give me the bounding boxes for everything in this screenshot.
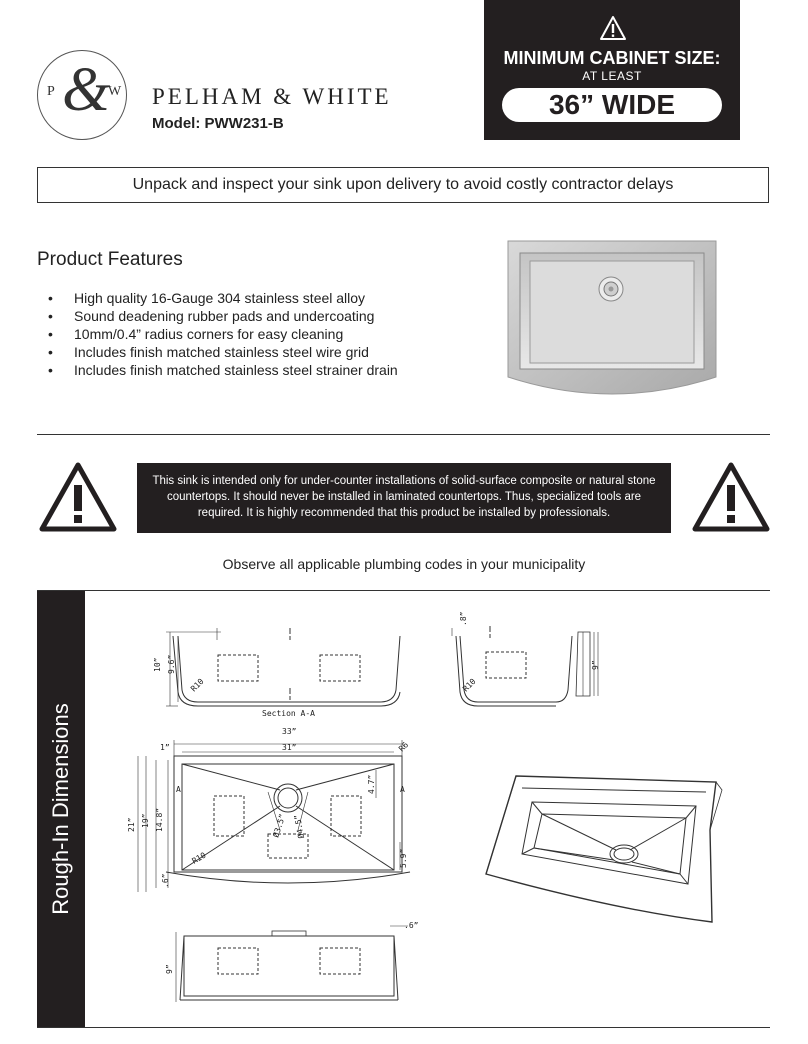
dim-label: 33”	[282, 727, 297, 736]
dim-label: 4.7”	[367, 774, 376, 794]
warning-icon	[38, 461, 118, 533]
section-marker: A	[400, 785, 405, 794]
section-label: Section A-A	[262, 709, 315, 718]
dim-label: .6”	[161, 873, 170, 888]
logo-ampersand: &	[62, 56, 111, 124]
cabinet-size-title: MINIMUM CABINET SIZE:	[503, 48, 721, 68]
features-list	[48, 289, 398, 379]
divider	[37, 1027, 770, 1028]
dim-label: Ø4.5”	[292, 813, 306, 840]
cabinet-size-subtitle: AT LEAST	[582, 69, 642, 83]
warning-icon	[599, 15, 627, 41]
plumbing-note: Observe all applicable plumbing codes in your municipality	[222, 556, 586, 572]
list-item: • 10mm/0.4” radius corners for easy cleaning	[48, 325, 398, 343]
rough-in-title: Rough-In Dimensions	[48, 703, 73, 915]
logo-letter-w: W	[108, 84, 122, 99]
sink-photo	[506, 239, 718, 397]
dim-label: 9”	[165, 964, 174, 974]
list-item: • High quality 16-Gauge 304 stainless steel alloy	[48, 289, 398, 307]
dim-label: 31”	[282, 743, 297, 752]
rough-in-drawings	[86, 592, 770, 1026]
dim-label: R6	[397, 740, 411, 754]
model-number: Model: PWW231-B	[152, 115, 284, 132]
dim-label: Ø3.5”	[271, 812, 288, 839]
dim-label: .8”	[459, 611, 468, 626]
dim-label: R10	[461, 676, 478, 694]
warning-icon	[691, 461, 771, 533]
dim-label: 9”	[591, 660, 600, 670]
dim-label: .6”	[404, 921, 419, 930]
logo-letter-p: P	[47, 84, 55, 99]
divider	[37, 434, 770, 435]
features-title: Product Features	[37, 249, 183, 270]
list-item: • Sound deadening rubber pads and undercoating	[48, 307, 398, 325]
dim-label: 19”	[141, 813, 150, 828]
installation-warning: This sink is intended only for under-counter installations of solid-surface composite or natural stone countertops. It should never be installed in laminated countertops. Thus, specialized tools are required. It is highly recommended that this product be installed by professionals.	[137, 463, 671, 533]
cabinet-size-value: 36” WIDE	[502, 88, 722, 122]
dim-label: R10	[190, 850, 208, 866]
inspect-notice: Unpack and inspect your sink upon delivery to avoid costly contractor delays	[37, 167, 769, 203]
dim-label: 10”	[153, 657, 162, 672]
list-item: • Includes finish matched stainless steel strainer drain	[48, 361, 398, 379]
brand-name: PELHAM & WHITE	[152, 84, 392, 109]
dim-label: R10	[189, 676, 206, 694]
dim-label: 1”	[160, 743, 170, 752]
dim-label: 5.9”	[399, 848, 408, 868]
section-marker: A	[176, 785, 181, 794]
dim-label: 9.6”	[167, 654, 176, 674]
dim-label: 21”	[127, 817, 136, 832]
list-item: • Includes finish matched stainless steel wire grid	[48, 343, 398, 361]
divider	[37, 590, 770, 591]
dim-label: 14.8”	[155, 807, 164, 832]
